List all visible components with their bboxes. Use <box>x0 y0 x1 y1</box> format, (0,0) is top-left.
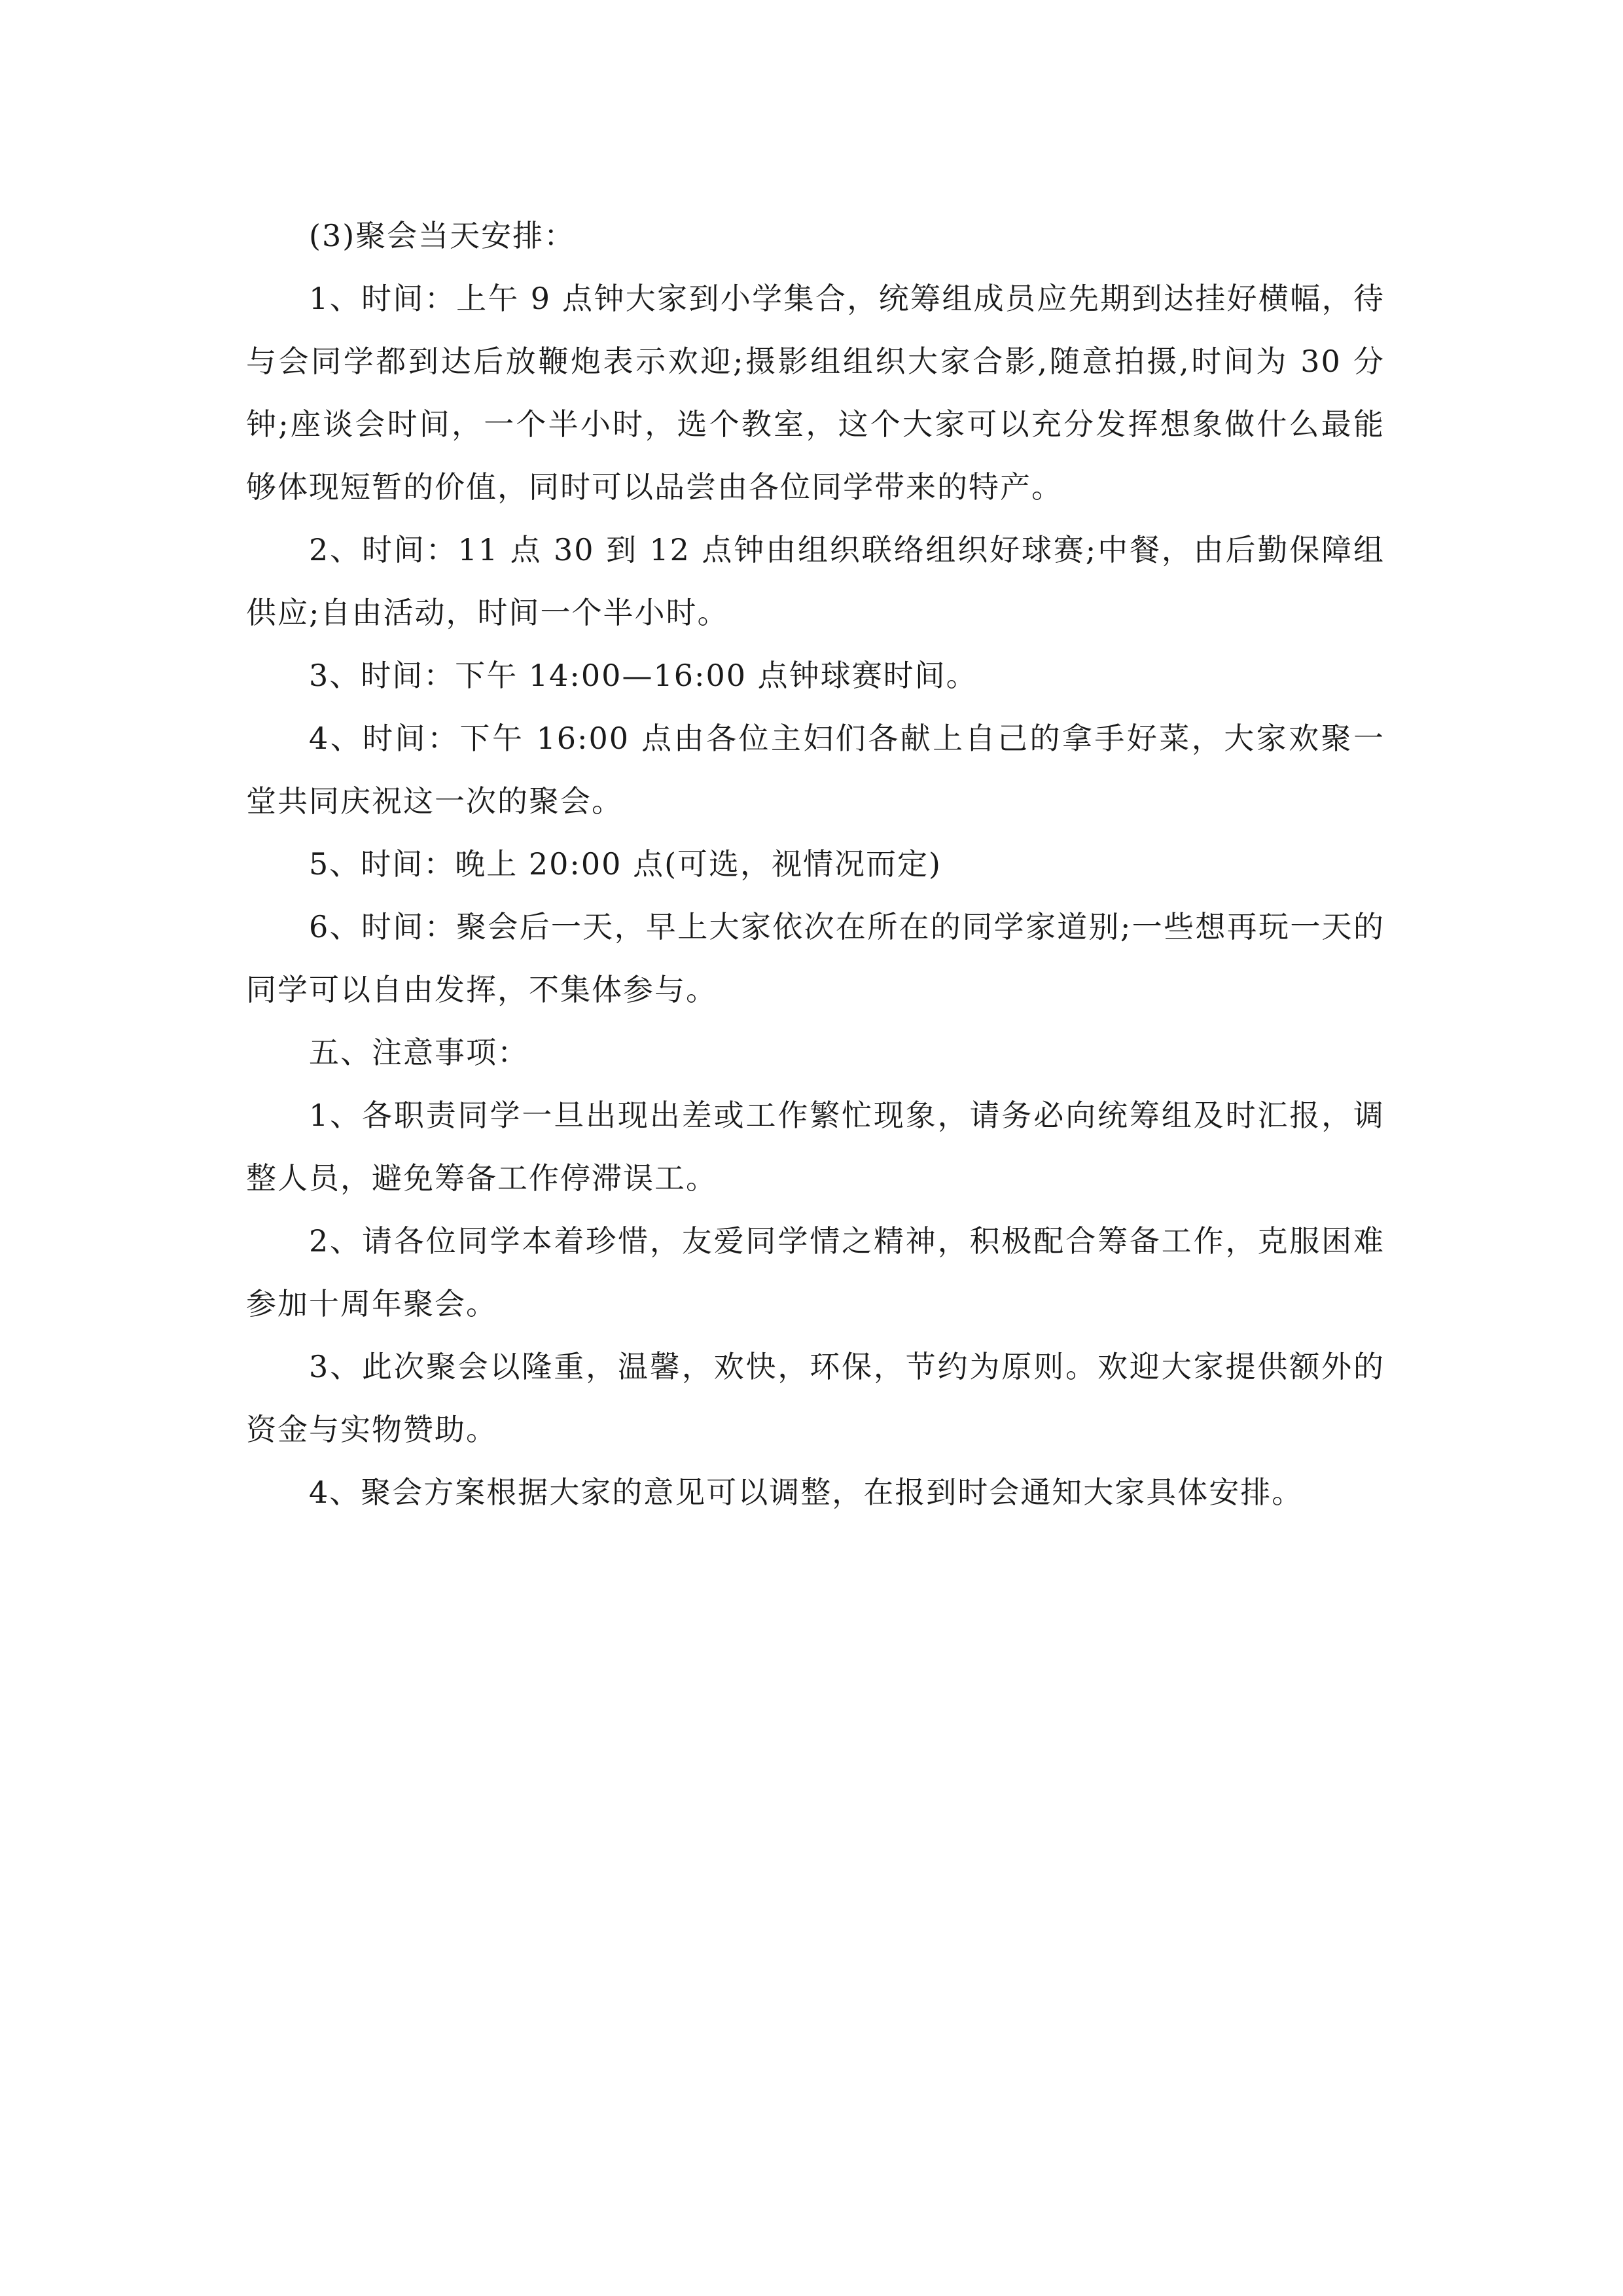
section-heading-notes: 五、注意事项： <box>309 1035 529 1070</box>
document-body <box>246 204 1385 1524</box>
paragraph-schedule-item-6: 6、时间：聚会后一天，早上大家依次在所在的同学家道别;一些想再玩一天的同学可以自由发挥，不集体参与。 <box>246 909 1385 1007</box>
paragraph-schedule-item-5: 5、时间：晚上 20:00 点(可选，视情况而定) <box>309 846 942 882</box>
paragraph-note-2: 2、请各位同学本着珍惜，友爱同学情之精神，积极配合筹备工作，克服困难参加十周年聚会。 <box>246 1223 1385 1321</box>
paragraph-note-1: 1、各职责同学一旦出现出差或工作繁忙现象，请务必向统筹组及时汇报，调整人员，避免筹备工作停滞误工。 <box>246 1098 1385 1196</box>
paragraph-schedule-item-1: 1、时间：上午 9 点钟大家到小学集合，统筹组成员应先期到达挂好横幅，待与会同学都到达后放鞭炮表示欢迎;摄影组组织大家合影,随意拍摄,时间为 30 分钟;座谈会时间，一个半小时，选个教室，这个大家可以充分发挥想象做什么最能够体现短暂的价值，同时可以品尝由各位同学带来的特产。 <box>246 281 1385 505</box>
paragraph-note-3: 3、此次聚会以隆重，温馨，欢快，环保，节约为原则。欢迎大家提供额外的资金与实物赞助。 <box>246 1349 1385 1447</box>
section-subheading-day-schedule: (3)聚会当天安排： <box>309 218 576 253</box>
paragraph-schedule-item-4: 4、时间：下午 16:00 点由各位主妇们各献上自己的拿手好菜，大家欢聚一堂共同庆祝这一次的聚会。 <box>246 721 1385 819</box>
paragraph-schedule-item-2: 2、时间：11 点 30 到 12 点钟由组织联络组织好球赛;中餐，由后勤保障组供应;自由活动，时间一个半小时。 <box>246 532 1385 630</box>
paragraph-schedule-item-3: 3、时间：下午 14:00—16:00 点钟球赛时间。 <box>309 658 978 693</box>
paragraph-note-4: 4、聚会方案根据大家的意见可以调整，在报到时会通知大家具体安排。 <box>309 1475 1304 1510</box>
